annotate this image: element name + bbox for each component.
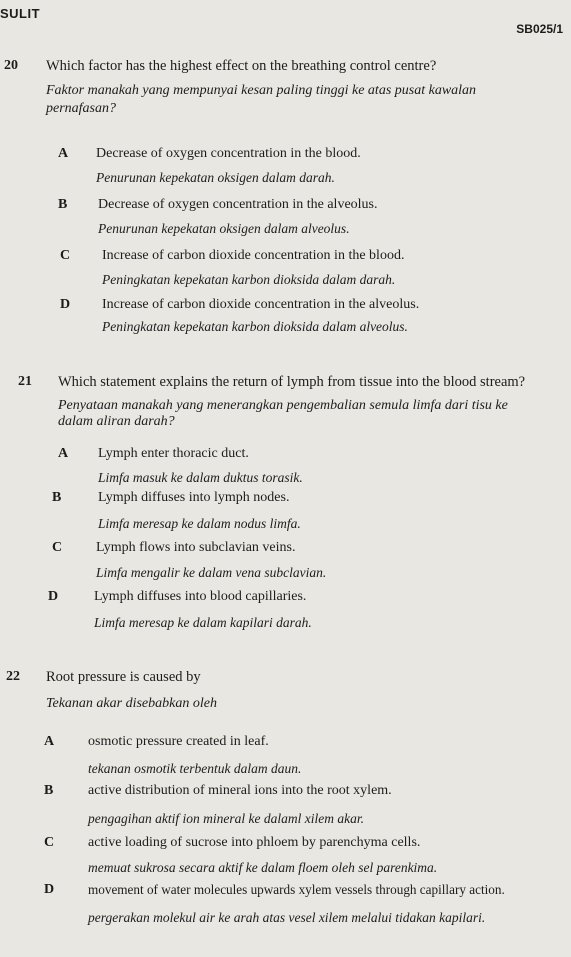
option-text-ms: Limfa meresap ke dalam nodus limfa. (98, 516, 301, 531)
option-text-en: movement of water molecules upwards xylem vessels through capillary action. (88, 882, 505, 897)
option-text-en: Lymph enter thoracic duct. (98, 446, 249, 461)
option-text-en: Increase of carbon dioxide concentration in the blood. (102, 248, 405, 263)
option-letter: A (44, 734, 55, 749)
question-text-ms: Penyataan manakah yang menerangkan pengembalian semula limfa dari tisu ke (58, 398, 508, 413)
option-letter: B (58, 197, 68, 212)
option-b[interactable] (0, 197, 571, 243)
option-c[interactable] (0, 540, 571, 586)
option-text-en: osmotic pressure created in leaf. (88, 734, 269, 749)
question-text-en: Which statement explains the return of lymph from tissue into the blood stream? (58, 374, 526, 390)
option-text-ms: tekanan osmotik terbentuk dalam daun. (88, 761, 302, 776)
option-text-ms: Peningkatan kepekatan karbon dioksida dalam alveolus. (102, 319, 408, 334)
option-a[interactable] (0, 734, 571, 780)
option-text-ms: memuat sukrosa secara aktif ke dalam floem oleh sel parenkima. (88, 860, 438, 875)
option-d[interactable] (0, 882, 571, 928)
question-text-en: Root pressure is caused by (46, 669, 201, 685)
question-text-en: Which factor has the highest effect on the breathing control centre? (46, 58, 437, 74)
option-letter: C (60, 248, 71, 263)
option-text-en: Increase of carbon dioxide concentration in the alveolus. (102, 297, 420, 312)
option-b[interactable] (0, 783, 571, 829)
option-c[interactable] (0, 248, 571, 294)
option-a[interactable] (0, 446, 571, 492)
option-d[interactable] (0, 297, 571, 343)
option-text-ms: Limfa masuk ke dalam duktus torasik. (98, 470, 303, 485)
option-text-ms: pergerakan molekul air ke arah atas vesel xilem melalui tidakan kapilari. (88, 910, 486, 925)
option-letter: C (52, 540, 63, 555)
option-a[interactable] (0, 146, 571, 192)
option-text-en: Lymph flows into subclavian veins. (96, 540, 296, 555)
option-d[interactable] (0, 589, 571, 635)
question-text-ms-cont: pernafasan? (46, 101, 116, 116)
option-b[interactable] (0, 490, 571, 536)
option-letter: D (44, 882, 55, 897)
option-text-en: active loading of sucrose into phloem by parenchyma cells. (88, 835, 421, 850)
option-text-ms: pengagihan aktif ion mineral ke dalaml xilem akar. (88, 811, 364, 826)
option-text-en: active distribution of mineral ions into the root xylem. (88, 783, 392, 798)
question-text-ms-cont: dalam aliran darah? (58, 414, 175, 429)
option-text-en: Lymph diffuses into lymph nodes. (98, 490, 290, 505)
question-number: 20 (4, 58, 18, 73)
question-text-ms: Faktor manakah yang mempunyai kesan paling tinggi ke atas pusat kawalan (46, 83, 477, 98)
question-number: 21 (18, 374, 32, 389)
option-c[interactable] (0, 835, 571, 881)
option-text-ms: Penurunan kepekatan oksigen dalam darah. (96, 170, 335, 185)
question-text-ms: Tekanan akar disebabkan oleh (46, 696, 217, 711)
option-text-ms: Penurunan kepekatan oksigen dalam alveolus. (98, 221, 350, 236)
option-letter: D (48, 589, 59, 604)
option-letter: C (44, 835, 55, 850)
option-text-ms: Limfa mengalir ke dalam vena subclavian. (96, 565, 327, 580)
header-paper-code: SB025/1 (516, 22, 563, 36)
option-letter: B (52, 490, 62, 505)
header-classification: SULIT (0, 6, 41, 21)
option-letter: A (58, 146, 69, 161)
option-text-en: Lymph diffuses into blood capillaries. (94, 589, 307, 604)
option-letter: A (58, 446, 69, 461)
option-text-en: Decrease of oxygen concentration in the blood. (96, 146, 361, 161)
option-letter: D (60, 297, 71, 312)
option-text-en: Decrease of oxygen concentration in the alveolus. (98, 197, 378, 212)
option-text-ms: Limfa meresap ke dalam kapilari darah. (94, 615, 312, 630)
option-letter: B (44, 783, 54, 798)
question-number: 22 (6, 669, 20, 684)
option-text-ms: Peningkatan kepekatan karbon dioksida dalam darah. (102, 272, 396, 287)
